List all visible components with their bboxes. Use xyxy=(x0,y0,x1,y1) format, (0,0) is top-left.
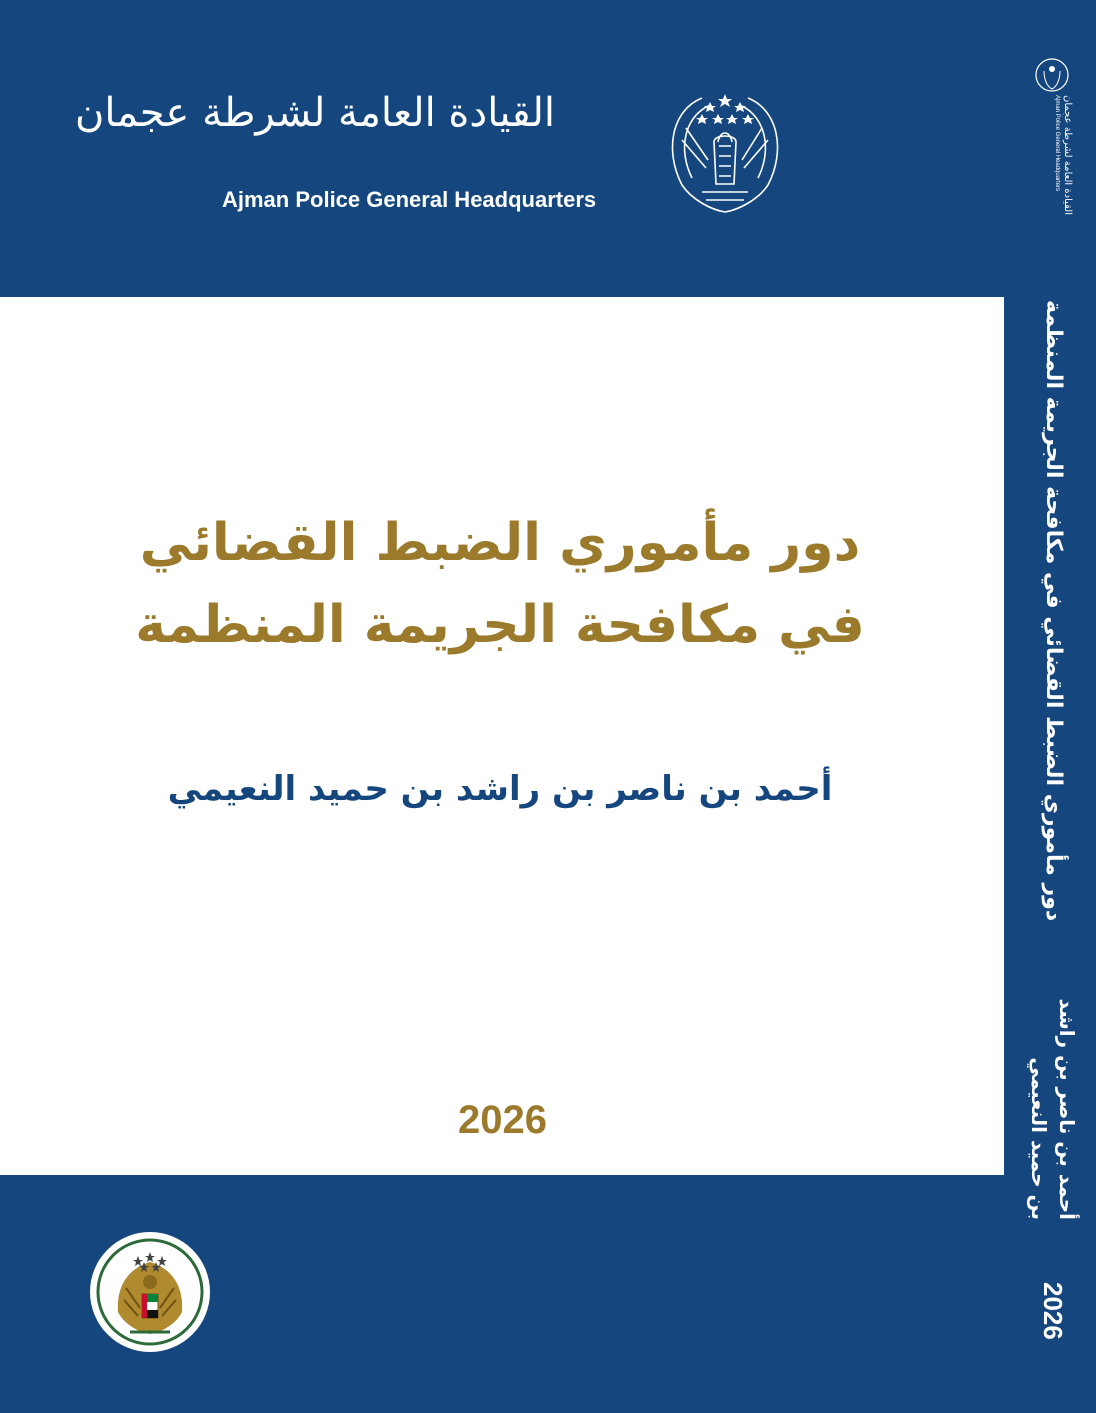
book-title-line-1: دور مأموري الضبط القضائي xyxy=(139,513,861,573)
book-title xyxy=(40,502,960,666)
author-name: أحمد بن ناصر بن راشد بن حميد النعيمي xyxy=(167,769,833,809)
spine-org-name-english: Ajman Police General Headquarters xyxy=(1054,95,1060,192)
police-eagle-emblem-icon xyxy=(662,80,788,216)
cover-header xyxy=(0,0,1010,296)
org-name-arabic: القيادة العامة لشرطة عجمان xyxy=(75,90,555,136)
spine-year: 2026 xyxy=(1038,1282,1068,1340)
book-spine xyxy=(1010,0,1096,1413)
book-title-line-2: في مكافحة الجريمة المنظمة xyxy=(135,595,865,655)
spine-org-name-arabic: القيادة العامة لشرطة عجمان xyxy=(1062,95,1073,215)
spine-author-line-2: بن حميد النعيمي xyxy=(1027,1057,1051,1220)
spine-author xyxy=(1025,960,1081,1220)
spine-emblem-icon xyxy=(1032,55,1072,95)
uae-eagle-emblem-icon xyxy=(90,1232,210,1352)
org-name-english: Ajman Police General Headquarters xyxy=(222,187,597,212)
spine-author-line-1: أحمد بن ناصر بن راشد xyxy=(1055,998,1079,1220)
spine-title: دور مأموري الضبط القضائي في مكافحة الجريمة المنظمة xyxy=(1041,300,1066,922)
cover-white-panel xyxy=(0,297,1004,1175)
spine-org-name xyxy=(1033,95,1073,225)
publication-year: 2026 xyxy=(458,1098,547,1142)
